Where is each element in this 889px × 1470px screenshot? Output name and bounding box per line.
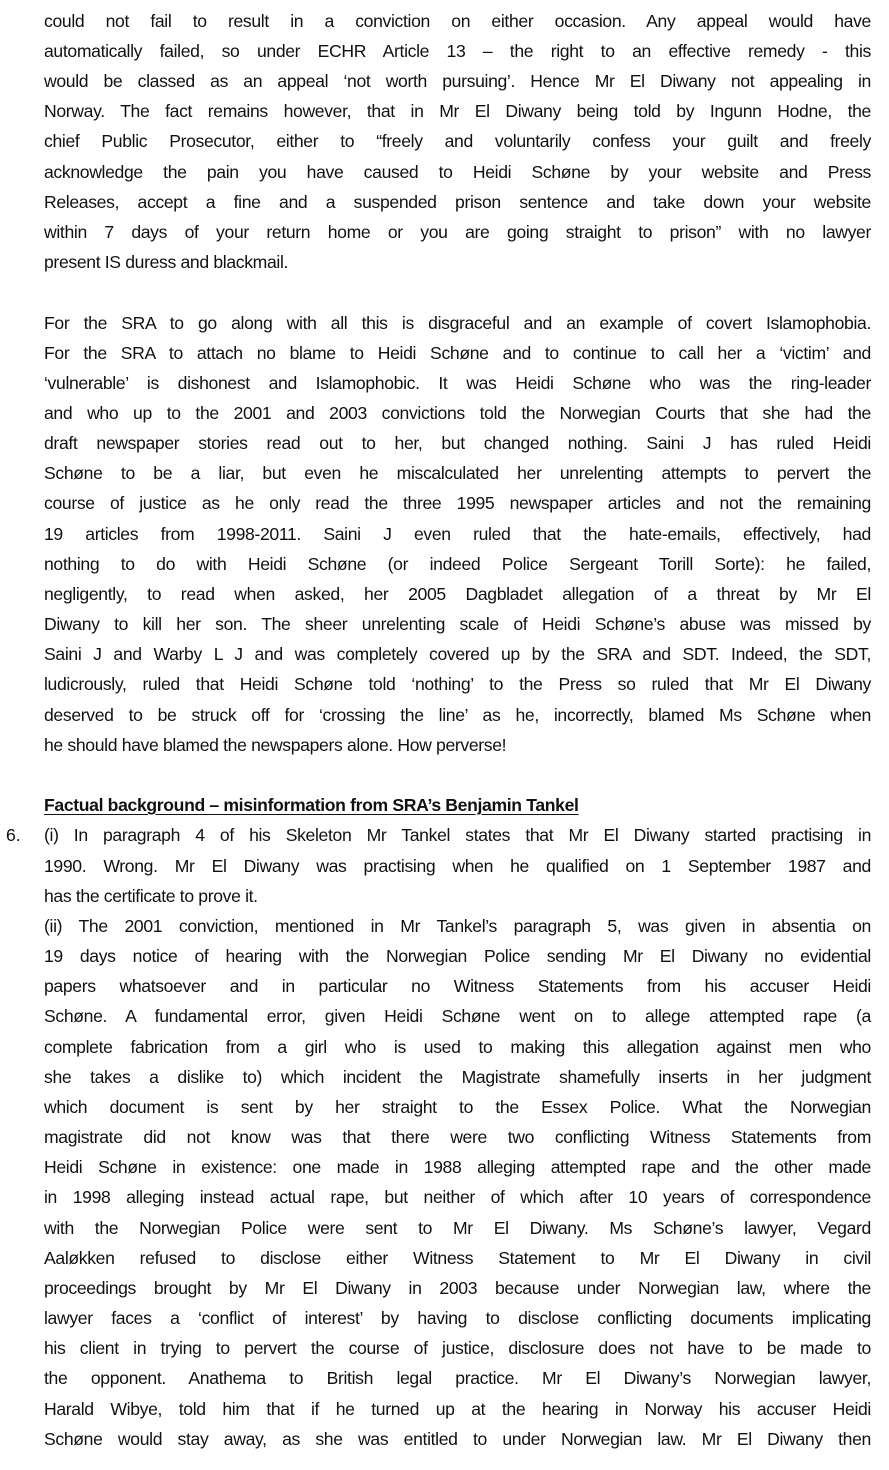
text-line: which document is sent by her straight to the Essex Police. What the Norwegian bbox=[44, 1097, 871, 1117]
text-line: magistrate did not know was that there were two conflicting Witness Statements from bbox=[44, 1127, 871, 1147]
text-line: For the SRA to go along with all this is disgraceful and an example of covert Islamophobia. bbox=[44, 313, 871, 333]
text-line: could not fail to result in a conviction on either occasion. Any appeal would have bbox=[44, 11, 871, 31]
section-heading: Factual background – misinformation from SRA’s Benjamin Tankel bbox=[44, 795, 579, 815]
text-line: automatically failed, so under ECHR Article 13 – the right to an effective remedy - this bbox=[44, 41, 871, 61]
text-line: Norway. The fact remains however, that in Mr El Diwany being told by Ingunn Hodne, the bbox=[44, 101, 871, 121]
text-line: lawyer faces a ‘conflict of interest’ by having to disclose conflicting documents implicating bbox=[44, 1308, 871, 1328]
text-line: Harald Wibye, told him that if he turned up at the hearing in Norway his accuser Heidi bbox=[44, 1399, 871, 1419]
text-line: within 7 days of your return home or you are going straight to prison” with no lawyer bbox=[44, 222, 871, 242]
text-line: 19 days notice of hearing with the Norwegian Police sending Mr El Diwany no evidential bbox=[44, 946, 871, 966]
text-line: ludicrously, ruled that Heidi Schøne told ‘nothing’ to the Press so ruled that Mr El Diwany bbox=[44, 674, 871, 694]
text-line: the opponent. Anathema to British legal practice. Mr El Diwany’s Norwegian lawyer, bbox=[44, 1368, 871, 1388]
text-line: Aaløkken refused to disclose either Witness Statement to Mr El Diwany in civil bbox=[44, 1248, 871, 1268]
text-line: negligently, to read when asked, her 2005 Dagbladet allegation of a threat by Mr El bbox=[44, 584, 871, 604]
text-line: would be classed as an appeal ‘not worth pursuing’. Hence Mr El Diwany not appealing in bbox=[44, 71, 871, 91]
text-line: course of justice as he only read the three 1995 newspaper articles and not the remaining bbox=[44, 493, 871, 513]
text-line: (ii) The 2001 conviction, mentioned in Mr Tankel’s paragraph 5, was given in absentia on bbox=[44, 916, 871, 936]
text-line: in 1998 alleging instead actual rape, but neither of which after 10 years of correspondence bbox=[44, 1187, 871, 1207]
text-line: Saini J and Warby L J and was completely covered up by the SRA and SDT. Indeed, the SDT, bbox=[44, 644, 871, 664]
text-line: papers whatsoever and in particular no Witness Statements from his accuser Heidi bbox=[44, 976, 871, 996]
text-line: present IS duress and blackmail. bbox=[44, 252, 289, 272]
text-line: draft newspaper stories read out to her, but changed nothing. Saini J has ruled Heidi bbox=[44, 433, 871, 453]
text-line: 1990. Wrong. Mr El Diwany was practising when he qualified on 1 September 1987 and bbox=[44, 856, 871, 876]
text-line: nothing to do with Heidi Schøne (or indeed Police Sergeant Torill Sorte): he failed, bbox=[44, 554, 871, 574]
text-line: Schøne to be a liar, but even he miscalculated her unrelenting attempts to pervert the bbox=[44, 463, 871, 483]
text-line: she takes a dislike to) which incident the Magistrate shamefully inserts in her judgment bbox=[44, 1067, 871, 1087]
text-line: ‘vulnerable’ is dishonest and Islamophobic. It was Heidi Schøne who was the ring-leader bbox=[44, 373, 871, 393]
text-line: Schøne. A fundamental error, given Heidi Schøne went on to allege attempted rape (a bbox=[44, 1006, 871, 1026]
text-line: with the Norwegian Police were sent to Mr El Diwany. Ms Schøne’s lawyer, Vegard bbox=[44, 1218, 871, 1238]
text-line: deserved to be struck off for ‘crossing the line’ as he, incorrectly, blamed Ms Schøne when bbox=[44, 705, 871, 725]
text-line: his client in trying to pervert the course of justice, disclosure does not have to be made to bbox=[44, 1338, 871, 1358]
text-line: (i) In paragraph 4 of his Skeleton Mr Tankel states that Mr El Diwany started practising in bbox=[44, 825, 871, 845]
text-line: For the SRA to attach no blame to Heidi Schøne and to continue to call her a ‘victim’ and bbox=[44, 343, 871, 363]
text-line: chief Public Prosecutor, either to “freely and voluntarily confess your guilt and freely bbox=[44, 131, 871, 151]
text-line: he should have blamed the newspapers alone. How perverse! bbox=[44, 735, 507, 755]
text-line: Diwany to kill her son. The sheer unrelenting scale of Heidi Schøne’s abuse was missed by bbox=[44, 614, 871, 634]
text-line: proceedings brought by Mr El Diwany in 2003 because under Norwegian law, where the bbox=[44, 1278, 871, 1298]
text-line: Releases, accept a fine and a suspended prison sentence and take down your website bbox=[44, 192, 871, 212]
text-line: complete fabrication from a girl who is used to making this allegation against men who bbox=[44, 1037, 871, 1057]
item-number: 6. bbox=[6, 825, 21, 845]
text-line: Heidi Schøne in existence: one made in 1988 alleging attempted rape and the other made bbox=[44, 1157, 871, 1177]
text-line: acknowledge the pain you have caused to Heidi Schøne by your website and Press bbox=[44, 162, 871, 182]
text-line: 19 articles from 1998-2011. Saini J even ruled that the hate-emails, effectively, had bbox=[44, 524, 871, 544]
text-line: has the certificate to prove it. bbox=[44, 886, 258, 906]
text-line: and who up to the 2001 and 2003 convictions told the Norwegian Courts that she had the bbox=[44, 403, 871, 423]
text-line: Schøne would stay away, as she was entitled to under Norwegian law. Mr El Diwany then bbox=[44, 1429, 871, 1449]
